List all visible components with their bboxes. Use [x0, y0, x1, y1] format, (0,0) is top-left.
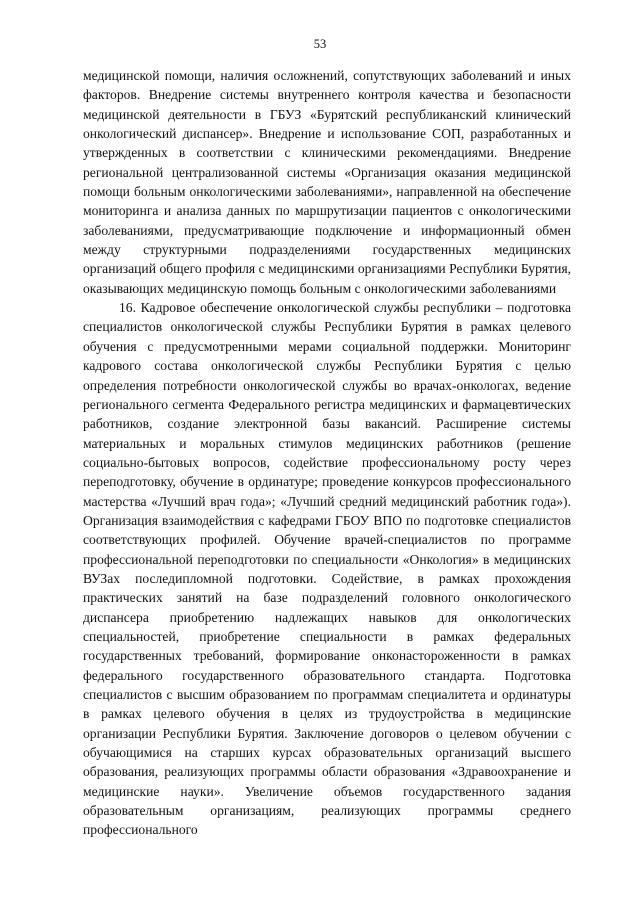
paragraph-item-16: 16. Кадровое обеспечение онкологической службы республики – подготовка специалистов онкологической службы Республики Бурятия в рамках целевого обучения с предусмотренными мерами социальной поддержки. Мониторинг кадрового состава онкологической службы Республики Бурятия с целью определения потребности онкологической службы во врачах-онкологах, ведение регионального сегмента Федерального регистра медицинских и фармацевтических работников, создание электронной базы вакансий. Расширение системы материальных и моральных стимулов медицинских работников (решение социально-бытовых вопросов, содействие профессиональному росту через переподготовку, обучение в ординатуре; проведение конкурсов профессионального мастерства «Лучший врач года»; «Лучший средний медицинский работник года»). Организация взаимодействия с кафедрами ГБОУ ВПО по подготовке специалистов соответствующих профилей. Обучение врачей-специалистов по программе профессиональной переподготовки по специальности «Онкология» в медицинских ВУЗах последипломной подготовки. Содействие, в рамках прохождения практических занятий на базе подразделений головного онкологического диспансера приобретению надлежащих навыков для онкологических специальностей, приобретение специальности в рамках федеральных государственных требований, формирование онконастороженности в рамках федерального государственного образовательного стандарта. Подготовка специалистов с высшим образованием по программам специалитета и ординатуры в рамках целевого обучения в целях из трудоустройства в медицинские организации Республики Бурятия. Заключение договоров о целевом обучении с обучающимися на старших курсах образовательных организаций высшего образования, реализующих программы области образования «Здравоохранение и медицинские науки». Увеличение объемов государственного задания образовательным организациям, реализующих программы среднего профессионального: [83, 300, 571, 838]
paragraph-continuation: медицинской помощи, наличия осложнений, сопутствующих заболеваний и иных факторов. Внедрение системы внутреннего контроля качества и безопасности медицинской деятельности в ГБУЗ «Бурятский республиканский клинический онкологический диспансер». Внедрение и использование СОП, разработанных и утвержденных в соответствии с клиническими рекомендациями. Внедрение региональной централизованной системы «Организация оказания медицинской помощи больным онкологическими заболеваниями», направленной на обеспечение мониторинга и анализа данных по маршрутизации пациентов с онкологическими заболеваниями, предусматривающие подключение и информационный обмен между структурными подразделениями государственных медицинских организаций общего профиля с медицинскими организациями Республики Бурятия, оказывающих медицинскую помощь больным с онкологическими заболеваниями: [83, 68, 571, 296]
document-body: [83, 66, 571, 840]
page-number: 53: [313, 37, 327, 51]
